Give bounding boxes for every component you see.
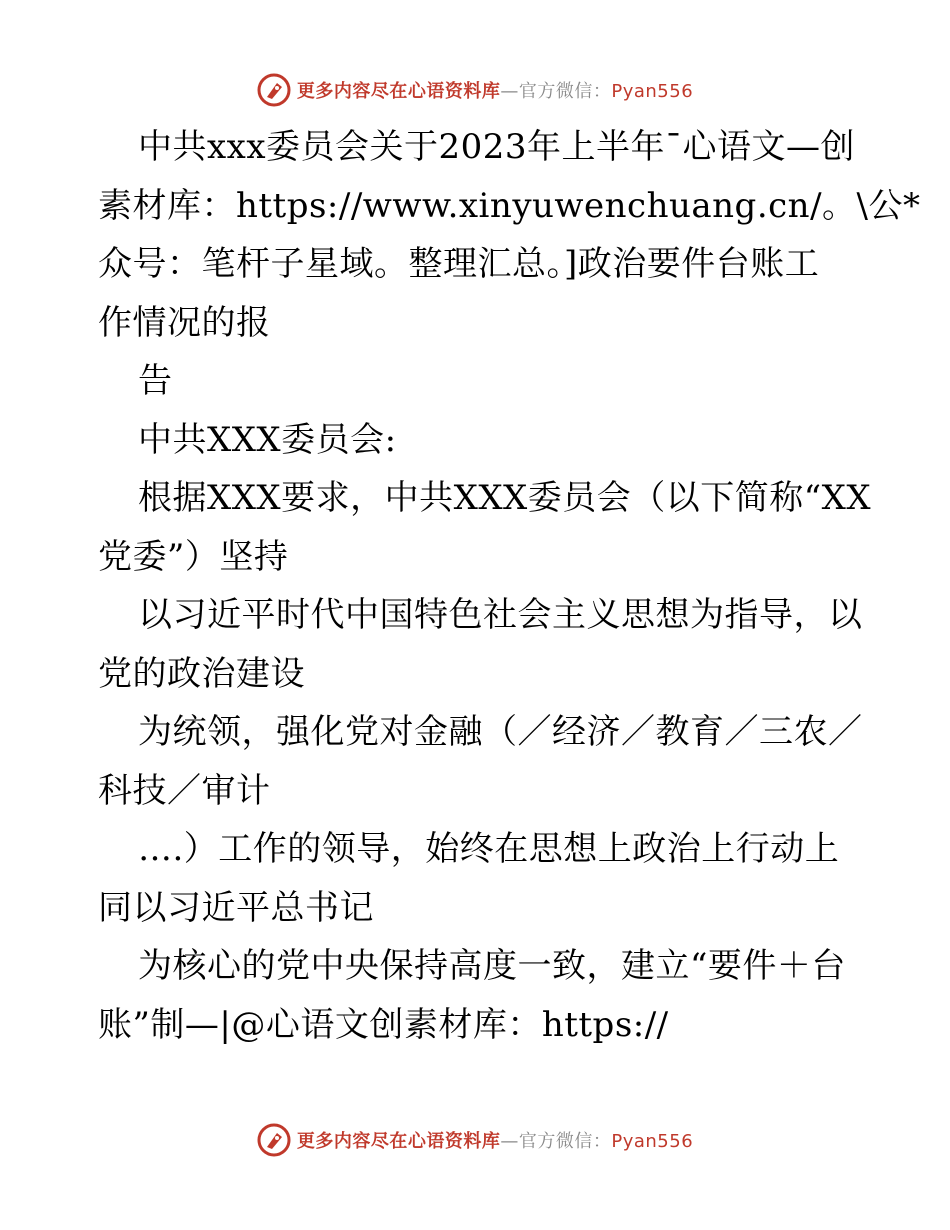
footer-banner [0, 1120, 950, 1160]
text-line: 根据XXX要求，中共XXX委员会（以下简称“XX [138, 478, 872, 518]
footer-banner-text [297, 1127, 693, 1153]
footer-wechat-id: Pyan556 [611, 1131, 694, 1152]
text-line: 告 [138, 361, 173, 401]
text-line: 中共xxx委员会关于2023年上半年¯心语文—创 [138, 127, 856, 167]
header-separator: —官方微信： [500, 81, 612, 102]
header-brand: 更多内容尽在心语资料库 [296, 81, 501, 102]
text-line: 科技／审计 [98, 770, 271, 811]
text-line: ….）工作的领导，始终在思想上政治上行动上 [138, 829, 840, 869]
header-wechat-id: Pyan556 [611, 81, 694, 102]
text-line: 为核心的党中央保持高度一致，建立“要件＋台 [138, 946, 846, 986]
text-line: 众号：笔杆子星域。整理汇总。]政治要件台账工 [98, 244, 820, 284]
text-line: 账”制—|@心语文创素材库：https:// [98, 1004, 669, 1045]
document-body [98, 118, 921, 1054]
pen-nib-logo-icon [257, 73, 291, 107]
text-line: 作情况的报 [98, 302, 271, 343]
text-line: 党委”）坚持 [98, 536, 289, 577]
text-line: 以习近平时代中国特色社会主义思想为指导，以 [138, 595, 863, 635]
text-line: 素材库：https://www.xinyuwenchuang.cn/。\公* [98, 185, 921, 226]
footer-brand: 更多内容尽在心语资料库 [296, 1131, 501, 1152]
footer-separator: —官方微信： [500, 1131, 612, 1152]
text-line: 党的政治建设 [98, 653, 305, 694]
header-banner [0, 70, 950, 110]
pen-nib-logo-icon [257, 1123, 291, 1157]
text-line: 为统领，强化党对金融（／经济／教育／三农／ [138, 712, 863, 752]
text-line: 同以习近平总书记 [98, 887, 374, 928]
text-line: 中共XXX委员会: [138, 419, 397, 460]
header-banner-text [297, 77, 693, 103]
